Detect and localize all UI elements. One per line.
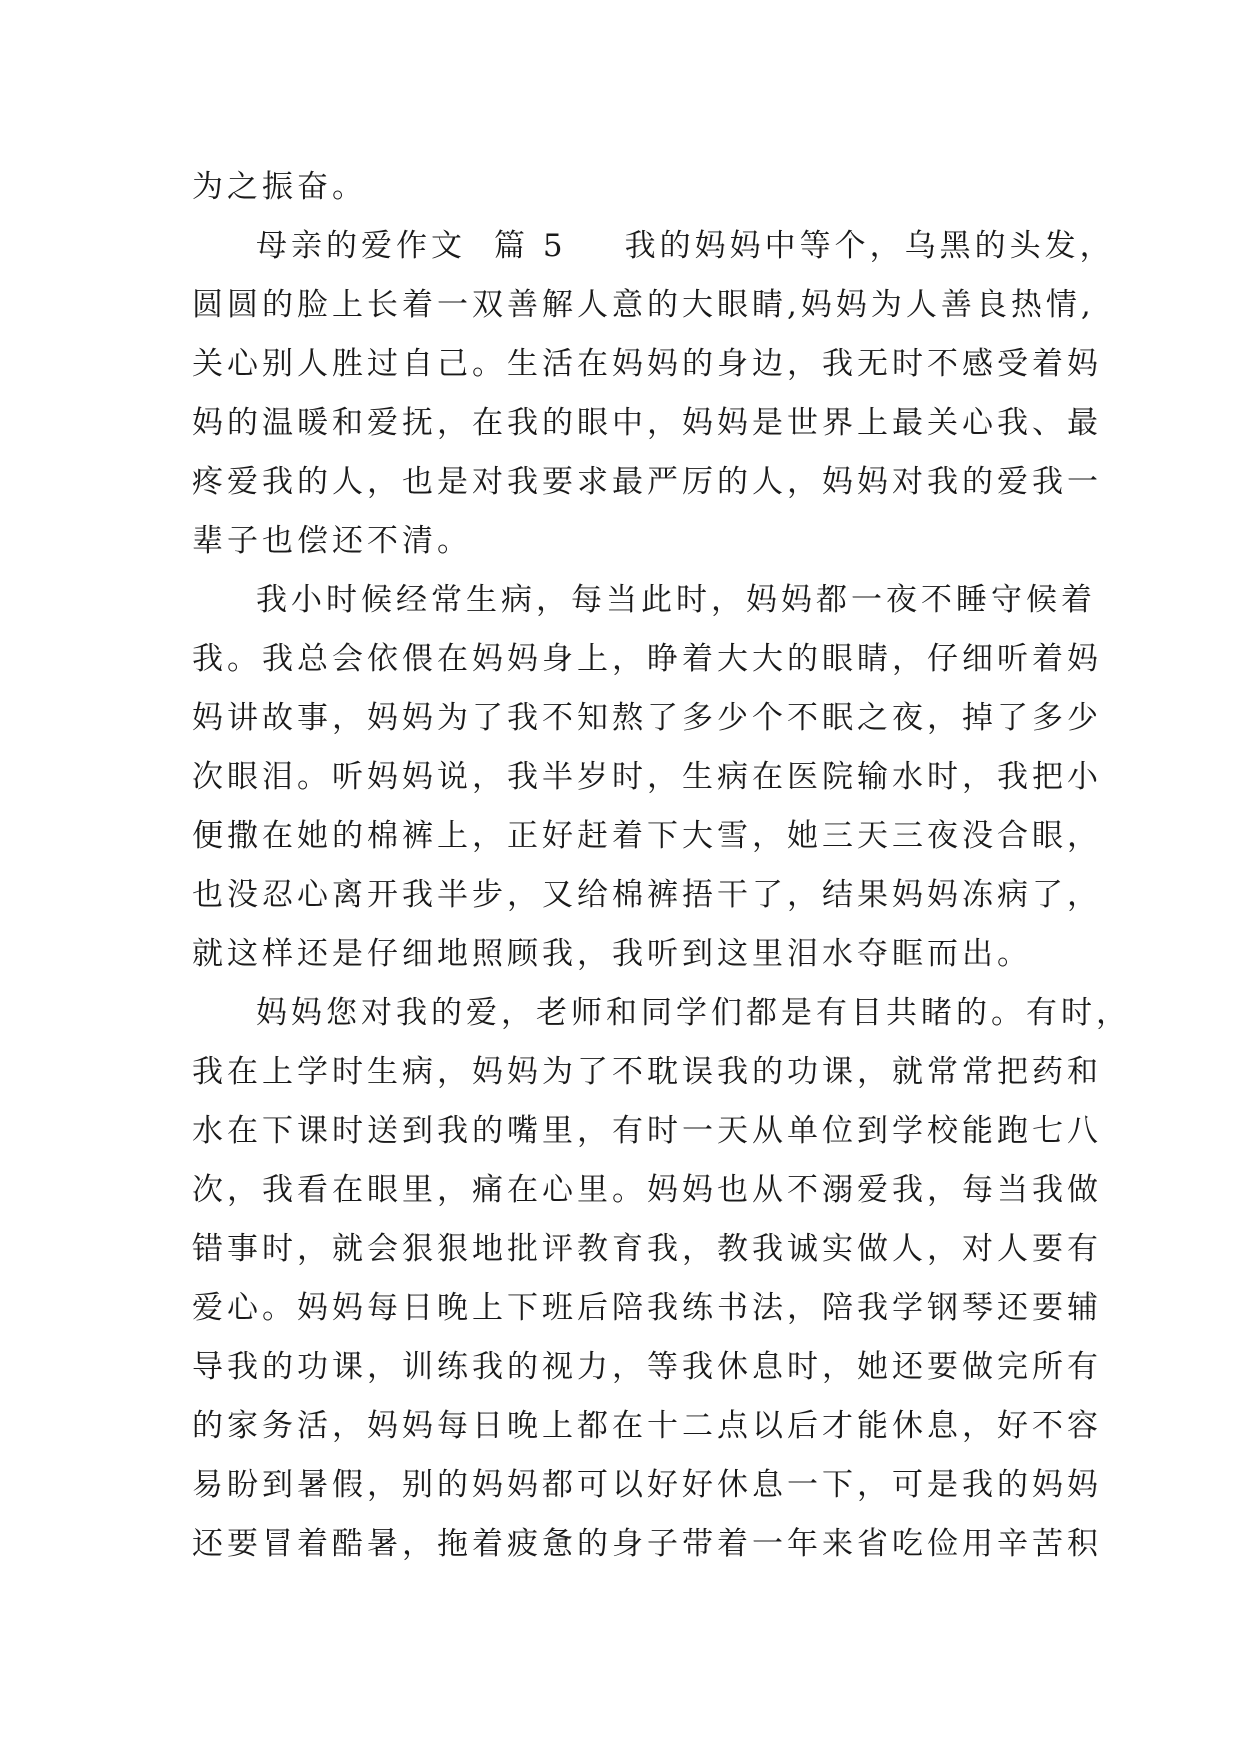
section-title: 母亲的爱作文 bbox=[256, 228, 466, 264]
text-line: 就这样还是仔细地照顾我，我听到这里泪水夺眶而出。 bbox=[192, 936, 1032, 972]
text-line: 妈妈您对我的爱，老师和同学们都是有目共睹的。有时， bbox=[256, 995, 1131, 1031]
text-line: 关心别人胜过自己。生活在妈妈的身边，我无时不感受着妈 bbox=[192, 346, 1102, 382]
text-line: 错事时，就会狠狠地批评教育我，教我诚实做人，对人要有 bbox=[192, 1231, 1102, 1267]
essay-body bbox=[192, 158, 1131, 1574]
text-line: 次，我看在眼里，痛在心里。妈妈也从不溺爱我，每当我做 bbox=[192, 1172, 1102, 1208]
text-line: 疼爱我的人，也是对我要求最严厉的人，妈妈对我的爱我一 bbox=[192, 464, 1102, 500]
section-number: 篇 5 bbox=[494, 228, 567, 264]
text-line: 妈的温暖和爱抚，在我的眼中，妈妈是世界上最关心我、最 bbox=[192, 405, 1102, 441]
text-line: 圆圆的脸上长着一双善解人意的大眼睛,妈妈为人善良热情, bbox=[192, 287, 1095, 323]
text-line: 为之振奋。 bbox=[192, 169, 367, 205]
text-line: 我小时候经常生病，每当此时，妈妈都一夜不睡守候着 bbox=[256, 582, 1096, 618]
text-line: 次眼泪。听妈妈说，我半岁时，生病在医院输水时，我把小 bbox=[192, 759, 1102, 795]
text-line: 便撒在她的棉裤上，正好赶着下大雪，她三天三夜没合眼， bbox=[192, 818, 1102, 854]
text-line: 妈讲故事，妈妈为了我不知熬了多少个不眠之夜，掉了多少 bbox=[192, 700, 1102, 736]
text-line: 易盼到暑假，别的妈妈都可以好好休息一下，可是我的妈妈 bbox=[192, 1467, 1102, 1503]
section-heading-line bbox=[192, 217, 1115, 276]
text-line: 爱心。妈妈每日晚上下班后陪我练书法，陪我学钢琴还要辅 bbox=[192, 1290, 1102, 1326]
text-line: 还要冒着酷暑，拖着疲惫的身子带着一年来省吃俭用辛苦积 bbox=[192, 1526, 1102, 1562]
text-line: 我在上学时生病，妈妈为了不耽误我的功课，就常常把药和 bbox=[192, 1054, 1102, 1090]
text-line: 导我的功课，训练我的视力，等我休息时，她还要做完所有 bbox=[192, 1349, 1102, 1385]
text-segment: 我的妈妈中等个，乌黑的头发， bbox=[624, 228, 1115, 264]
text-line: 辈子也偿还不清。 bbox=[192, 523, 472, 559]
text-line: 我。我总会依偎在妈妈身上，睁着大大的眼睛，仔细听着妈 bbox=[192, 641, 1102, 677]
text-line: 水在下课时送到我的嘴里，有时一天从单位到学校能跑七八 bbox=[192, 1113, 1102, 1149]
text-line: 也没忍心离开我半步，又给棉裤捂干了，结果妈妈冻病了， bbox=[192, 877, 1102, 913]
text-line: 的家务活，妈妈每日晚上都在十二点以后才能休息，好不容 bbox=[192, 1408, 1102, 1444]
